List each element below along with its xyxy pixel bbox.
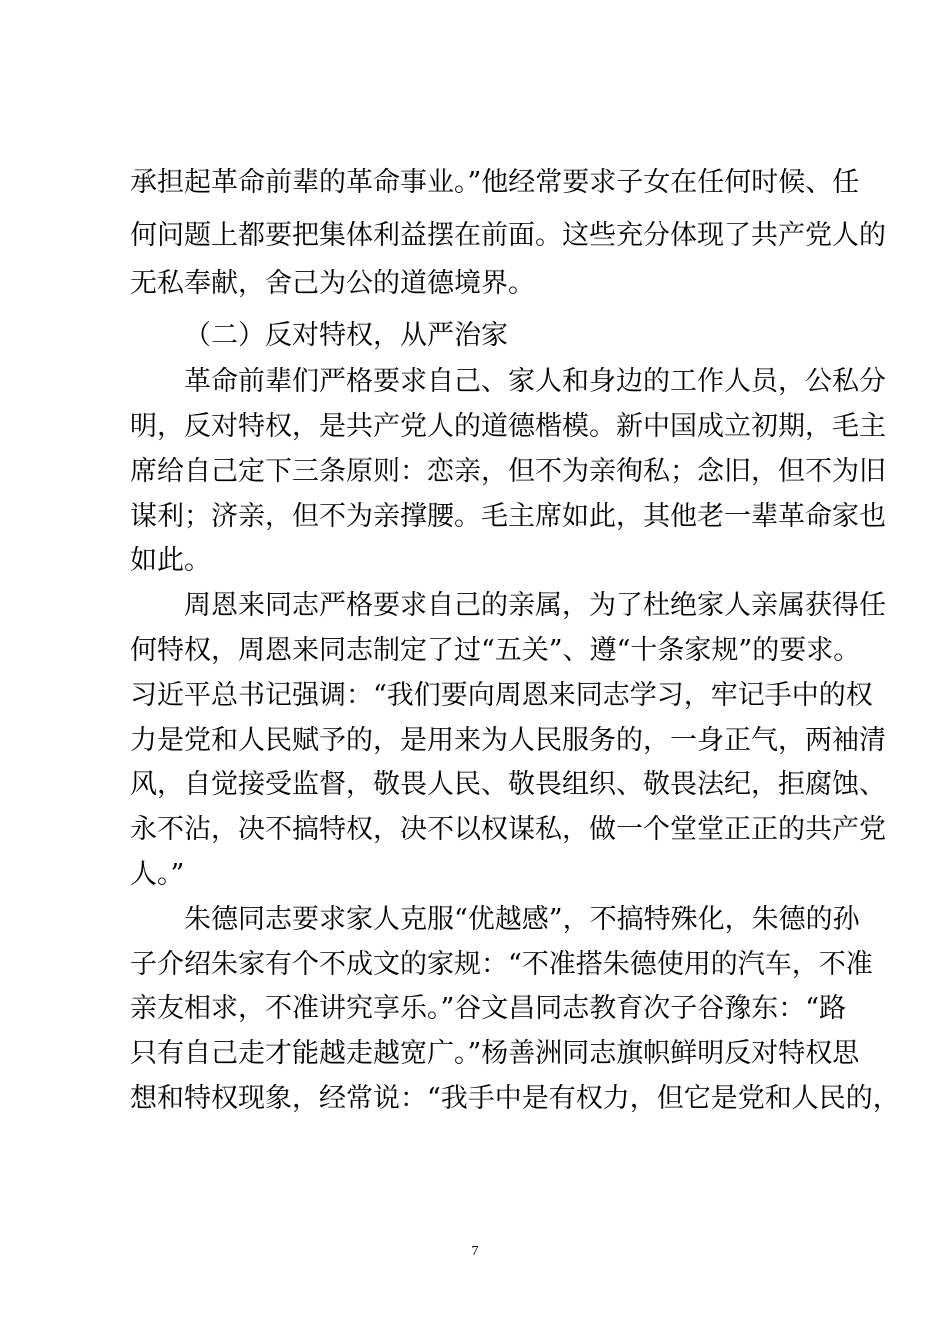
text-line: 想和特权现象，经常说：“我手中是有权力，但它是党和人民的， — [130, 1083, 900, 1114]
section-heading: （二）反对特权，从严治家 — [184, 320, 508, 351]
text-line: 子介绍朱家有个不成文的家规：“不准搭朱德使用的汽车，不准 — [130, 949, 873, 980]
text-line: 亲友相求，不准讲究享乐。”谷文昌同志教育次子谷豫东：“路 — [130, 993, 847, 1024]
text-line: 习近平总书记强调：“我们要向周恩来同志学习，牢记手中的权 — [130, 680, 873, 711]
text-line: 力是党和人民赋予的，是用来为人民服务的，一身正气，两袖清 — [130, 725, 886, 756]
text-line: 只有自己走才能越走越宽广。”杨善洲同志旗帜鲜明反对特权思 — [130, 1038, 860, 1069]
text-line: 席给自己定下三条原则：恋亲，但不为亲徇私；念旧，但不为旧 — [130, 456, 886, 487]
text-line: 革命前辈们严格要求自己、家人和身边的工作人员，公私分 — [184, 366, 886, 397]
text-line: 如此。 — [130, 545, 211, 576]
text-line: 人。” — [130, 859, 185, 890]
text-line: 无私奉献，舍己为公的道德境界。 — [130, 268, 535, 299]
text-line: 明，反对特权，是共产党人的道德楷模。新中国成立初期，毛主 — [130, 411, 886, 442]
text-line: 朱德同志要求家人克服“优越感”，不搞特殊化，朱德的孙 — [184, 904, 860, 935]
text-line: 周恩来同志严格要求自己的亲属，为了杜绝家人亲属获得任 — [184, 590, 886, 621]
text-line: 谋利；济亲，但不为亲撑腰。毛主席如此，其他老一辈革命家也 — [130, 501, 886, 532]
page-number: 7 — [471, 1244, 479, 1259]
text-line: 永不沾，决不搞特权，决不以权谋私，做一个堂堂正正的共产党 — [130, 814, 886, 845]
text-line: 风，自觉接受监督，敬畏人民、敬畏组织、敬畏法纪，拒腐蚀、 — [130, 769, 886, 800]
text-line: 承担起革命前辈的革命事业。”他经常要求子女在任何时候、任 — [130, 167, 860, 198]
text-line: 何特权，周恩来同志制定了过“五关”、遵“十条家规”的要求。 — [130, 635, 861, 666]
text-line: 何问题上都要把集体利益摆在前面。这些充分体现了共产党人的 — [130, 220, 886, 251]
